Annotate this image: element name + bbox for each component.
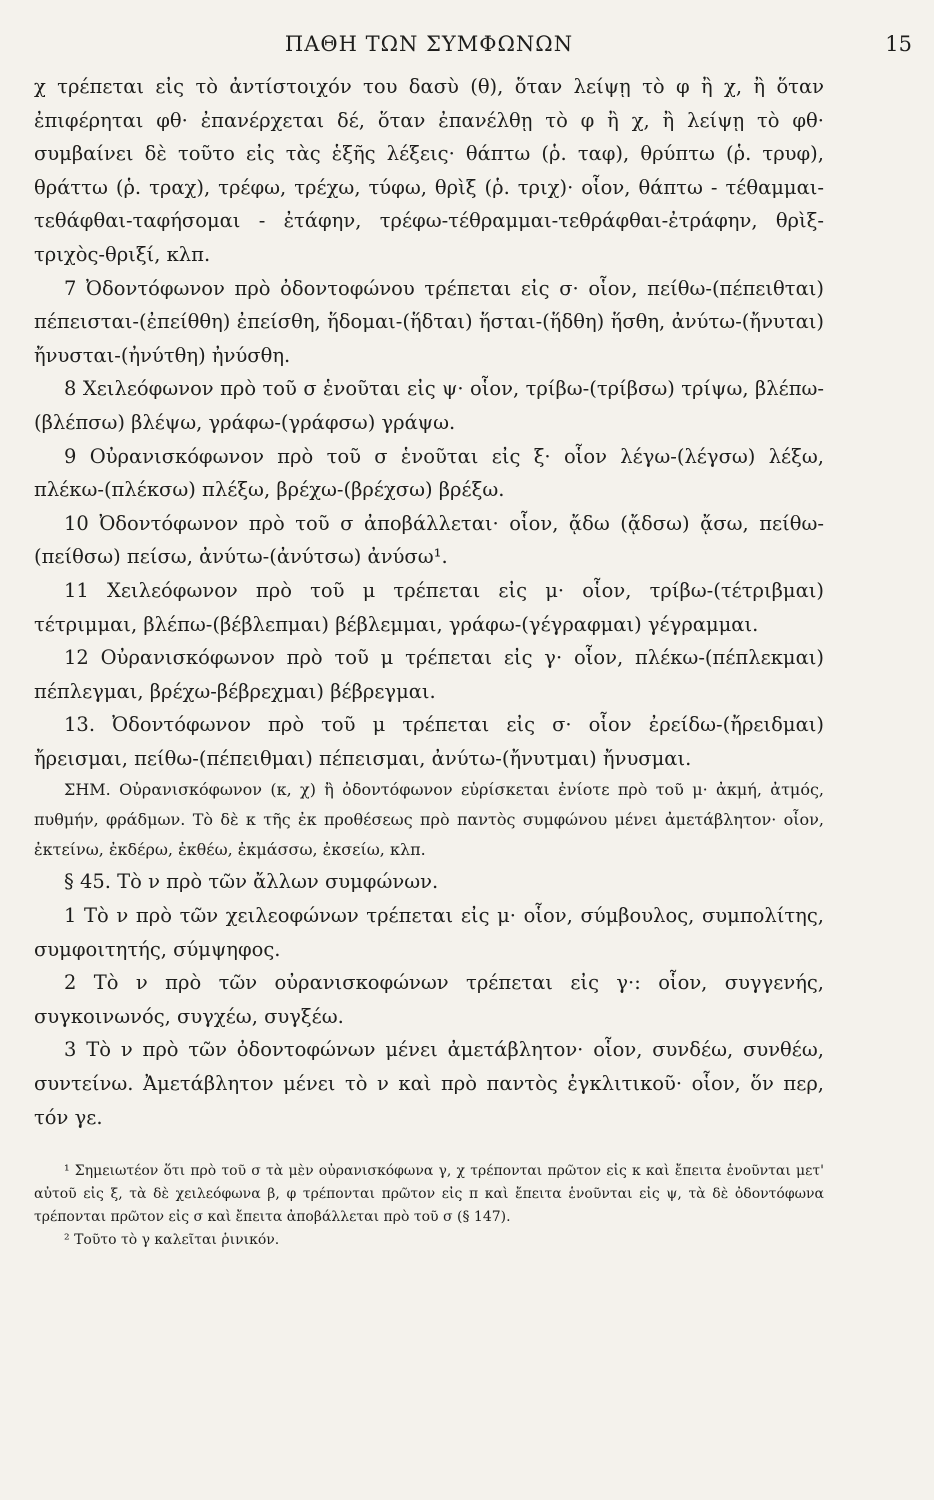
paragraph-rule-8: 8 Χειλεόφωνον πρὸ τοῦ σ ἑνοῦται εἰς ψ· οἷον, τρίβω-(τρίβσω) τρίψω, βλέπω-(βλέπσω) βλέψω, γράφω-(γράφσω) γράψω. bbox=[34, 377, 824, 434]
footnotes bbox=[34, 1160, 824, 1252]
paragraph-rule-13: 13. Ὀδοντόφωνον πρὸ τοῦ μ τρέπεται εἰς σ· οἷον ἐρείδω-(ἤρειδμαι) ἤρεισμαι, πείθω-(πέπειθμαι) πέπεισμαι, ἀνύτω-(ἤνυτμαι) ἤνυσμαι. bbox=[34, 713, 824, 770]
paragraph-rule-12: 12 Οὐρανισκόφωνον πρὸ τοῦ μ τρέπεται εἰς γ· οἷον, πλέκω-(πέπλεκμαι) πέπλεγμαι, βρέχω-βέβρεχμαι) βέβρεγμαι. bbox=[34, 646, 824, 703]
paragraph-continuation: χ τρέπεται εἰς τὸ ἀντίστοιχόν του δασὺ (θ), ὅταν λείψῃ τὸ φ ἢ χ, ἢ ὅταν ἐπιφέρηται φθ· ἐπανέρχεται δέ, ὅταν ἐπανέλθῃ τὸ φ ἢ χ, ἢ λείψῃ τὸ φθ· συμβαίνει δὲ τοῦτο εἰς τὰς ἑξῆς λέξεις· θάπτω (ῥ. ταφ), θρύπτω (ῥ. τρυφ), θράττω (ῥ. τραχ), τρέφω, τρέχω, τύφω, θρὶξ (ῥ. τριχ)· οἷον, θάπτω - τέθαμμαι-τεθάφθαι-ταφήσομαι - ἐτάφην, τρέφω-τέθραμμαι-τεθράφθαι-ἐτράφην, θρὶξ-τριχὸς-θριξί, κλπ. bbox=[34, 75, 824, 266]
section-rule-3: 3 Τὸ ν πρὸ τῶν ὀδοντοφώνων μένει ἀμετάβλητον· οἷον, συνδέω, συνθέω, συντείνω. Ἀμετάβλητον μένει τὸ ν καὶ πρὸ παντὸς ἐγκλιτικοῦ· οἷον, ὅν περ, τόν γε. bbox=[34, 1038, 824, 1129]
paragraph-rule-7: 7 Ὀδοντόφωνον πρὸ ὀδοντοφώνου τρέπεται εἰς σ· οἷον, πείθω-(πέπειθται) πέπεισται-(ἐπείθθη) ἐπείσθη, ἥδομαι-(ἥδται) ἥσται-(ἥδθη) ἥσθη, ἀνύτω-(ἤνυται) ἤνυσται-(ἠνύτθη) ἠνύσθη. bbox=[34, 276, 824, 367]
section-heading: § 45. Τὸ ν πρὸ τῶν ἄλλων συμφώνων. bbox=[64, 870, 439, 894]
running-title: ΠΑΘΗ ΤΩΝ ΣΥΜΦΩΝΩΝ bbox=[284, 32, 574, 56]
footnote-1: ¹ Σημειωτέον ὅτι πρὸ τοῦ σ τὰ μὲν οὐρανισκόφωνα γ, χ τρέπονται πρῶτον εἰς κ καὶ ἔπειτα ἑνοῦνται μετ' αὐτοῦ εἰς ξ, τὰ δὲ χειλεόφωνα β, φ τρέπονται πρῶτον εἰς π καὶ ἔπειτα ἑνοῦνται εἰς ψ, τὰ δὲ ὀδοντόφωνα τρέπονται πρῶτον εἰς σ καὶ ἔπειτα ἀποβάλλεται πρὸ τοῦ σ (§ 147). bbox=[34, 1163, 824, 1226]
page-number: 15 bbox=[885, 32, 912, 56]
body-text bbox=[34, 70, 824, 1134]
section-rule-1: 1 Τὸ ν πρὸ τῶν χειλεοφώνων τρέπεται εἰς μ· οἷον, σύμβουλος, συμπολίτης, συμφοιτητής, σύμψηφος. bbox=[34, 904, 824, 961]
paragraph-rule-9: 9 Οὐρανισκόφωνον πρὸ τοῦ σ ἑνοῦται εἰς ξ· οἷον λέγω-(λέγσω) λέξω, πλέκω-(πλέκσω) πλέξω, βρέχω-(βρέχσω) βρέξω. bbox=[34, 444, 824, 502]
paragraph-rule-11: 11 Χειλεόφωνον πρὸ τοῦ μ τρέπεται εἰς μ· οἷον, τρίβω-(τέτριβμαι) τέτριμμαι, βλέπω-(βέβλεπμαι) βέβλεμμαι, γράφω-(γέγραφμαι) γέγραμμαι. bbox=[34, 578, 824, 636]
note-paragraph: ΣΗΜ. Οὐρανισκόφωνον (κ, χ) ἢ ὀδοντόφωνον εὑρίσκεται ἐνίοτε πρὸ τοῦ μ· ἀκμή, ἀτμός, πυθμήν, φράδμων. Τὸ δὲ κ τῆς ἐκ προθέσεως πρὸ παντὸς συμφώνου μένει ἀμετάβλητον· οἷον, ἐκτείνω, ἐκδέρω, ἐκθέω, ἐκμάσσω, ἐκσείω, κλπ. bbox=[34, 780, 824, 860]
page-header bbox=[34, 28, 912, 70]
section-rule-2: 2 Τὸ ν πρὸ τῶν οὐρανισκοφώνων τρέπεται εἰς γ·: οἷον, συγγενής, συγκοινωνός, συγχέω, συγξέω. bbox=[34, 971, 824, 1028]
footnote-2: ² Τοῦτο τὸ γ καλεῖται ῥινικόν. bbox=[64, 1232, 280, 1249]
paragraph-rule-10: 10 Ὀδοντόφωνον πρὸ τοῦ σ ἀποβάλλεται· οἷον, ᾄδω (ᾄδσω) ᾄσω, πείθω-(πείθσω) πείσω, ἀνύτω-(ἀνύτσω) ἀνύσω¹. bbox=[34, 511, 824, 569]
